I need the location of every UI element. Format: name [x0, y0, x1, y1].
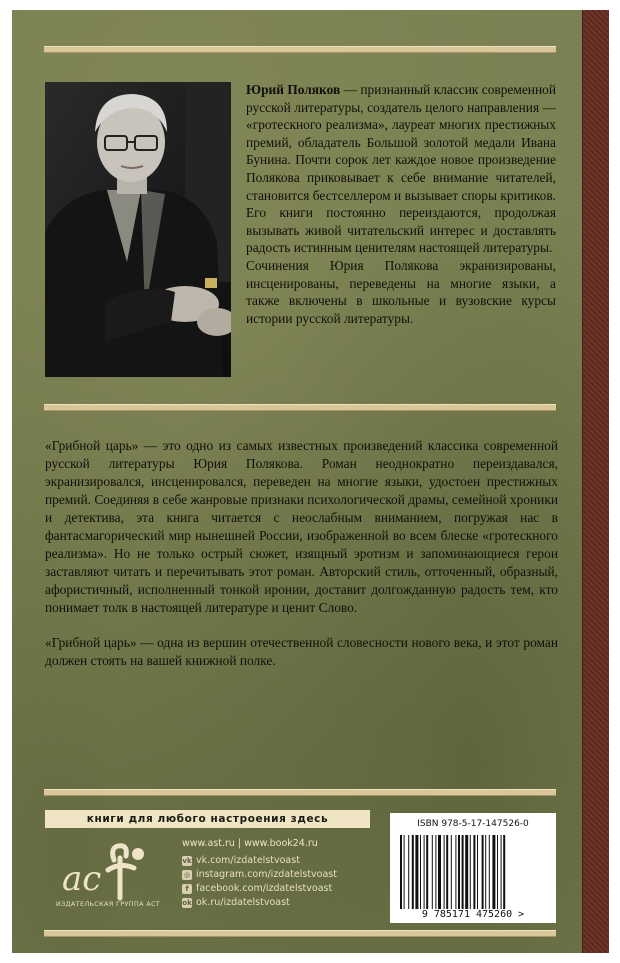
vk-icon: vk	[182, 857, 192, 865]
instagram-icon: ◎	[183, 871, 191, 879]
social-link-text: ok.ru/izdatelstvoast	[196, 897, 290, 908]
author-bio-text: — признанный классик современной русской литературы, создатель целого направления — «гротескного реализма», лауреат многих престижных премий, обладатель Большой золотой медали Ивана Бунина. Почти сорок лет каждое новое произведение Полякова приковывает к себе внимание читателей, становится бестселлером и вызывает споры критиков. Его книги постоянно переиздаются, продолжая вызывать живой читательский интерес и доставлять радость истинным ценителям настоящей литературы.	[246, 82, 556, 256]
social-link-text: facebook.com/izdatelstvoast	[196, 883, 333, 894]
odnoklassniki-icon: ok	[182, 899, 192, 907]
bottom-rule-lower	[44, 930, 556, 937]
author-bio-adaptations: Сочинения Юрия Полякова экранизированы, инсценированы, переведены на многие языки, а также включены в школьные и вузовские курсы истории русской литературы.	[246, 257, 556, 326]
barcode	[390, 813, 556, 923]
barcode-bars	[400, 835, 546, 909]
bottom-rule-upper	[44, 789, 556, 796]
author-photo	[45, 82, 231, 377]
book-description	[45, 437, 558, 687]
top-rule	[44, 46, 556, 53]
author-bio-paragraph	[246, 81, 556, 257]
social-link-vk[interactable]	[182, 854, 382, 868]
author-bio	[246, 81, 556, 327]
social-link-instagram[interactable]	[182, 868, 382, 882]
social-link-text: instagram.com/izdatelstvoast	[196, 869, 337, 880]
social-link-odnoklassniki[interactable]	[182, 896, 382, 910]
publisher-websites[interactable]: www.ast.ru | www.book24.ru	[182, 838, 318, 849]
publisher-slogan: книги для любого настроения здесь	[45, 810, 370, 828]
ast-logo	[58, 838, 158, 908]
author-name: Юрий Поляков	[246, 82, 341, 97]
social-link-text: vk.com/izdatelstvoast	[196, 855, 300, 866]
barcode-digits: 9 785171 475260 >	[421, 909, 525, 920]
publisher-links	[182, 838, 382, 910]
description-paragraph-1: «Грибной царь» — это одно из самых известных произведений классика современной русской литературы Юрия Полякова. Роман неоднократно переиздавался, экранизировался, инсценировался, переведен на многие языки, удостоен престижных премий. Соединяя в себе жанровые признаки психологической драмы, семейной хроники и детектива, эта книга читается с неослабным вниманием, погружая нас в фантасмагорический мир нынешней России, изображенной во всем блеске «гротескного реализма». Но не только острый сюжет, изящный эротизм и запоминающиеся герои заставляют читать и перечитывать этот роман. Авторский стиль, отточенный, образный, афористичный, исполненный тонкой иронии, доставит долгожданную радость тем, кто понимает толк в настоящей литературе и ценит Слово.	[45, 438, 558, 615]
middle-rule	[44, 404, 556, 411]
publisher-caption: ИЗДАТЕЛЬСКАЯ ГРУППА АСТ	[55, 900, 161, 908]
facebook-icon: f	[182, 884, 192, 894]
book-spine	[582, 10, 609, 953]
social-link-facebook[interactable]	[182, 882, 382, 896]
description-paragraph-2: «Грибной царь» — одна из вершин отечественной словесности нового века, и этот роман должен стоять на вашей книжной полке.	[45, 635, 558, 668]
svg-text:ac: ac	[62, 859, 102, 899]
isbn-number: ISBN 978-5-17-147526-0	[417, 819, 529, 829]
